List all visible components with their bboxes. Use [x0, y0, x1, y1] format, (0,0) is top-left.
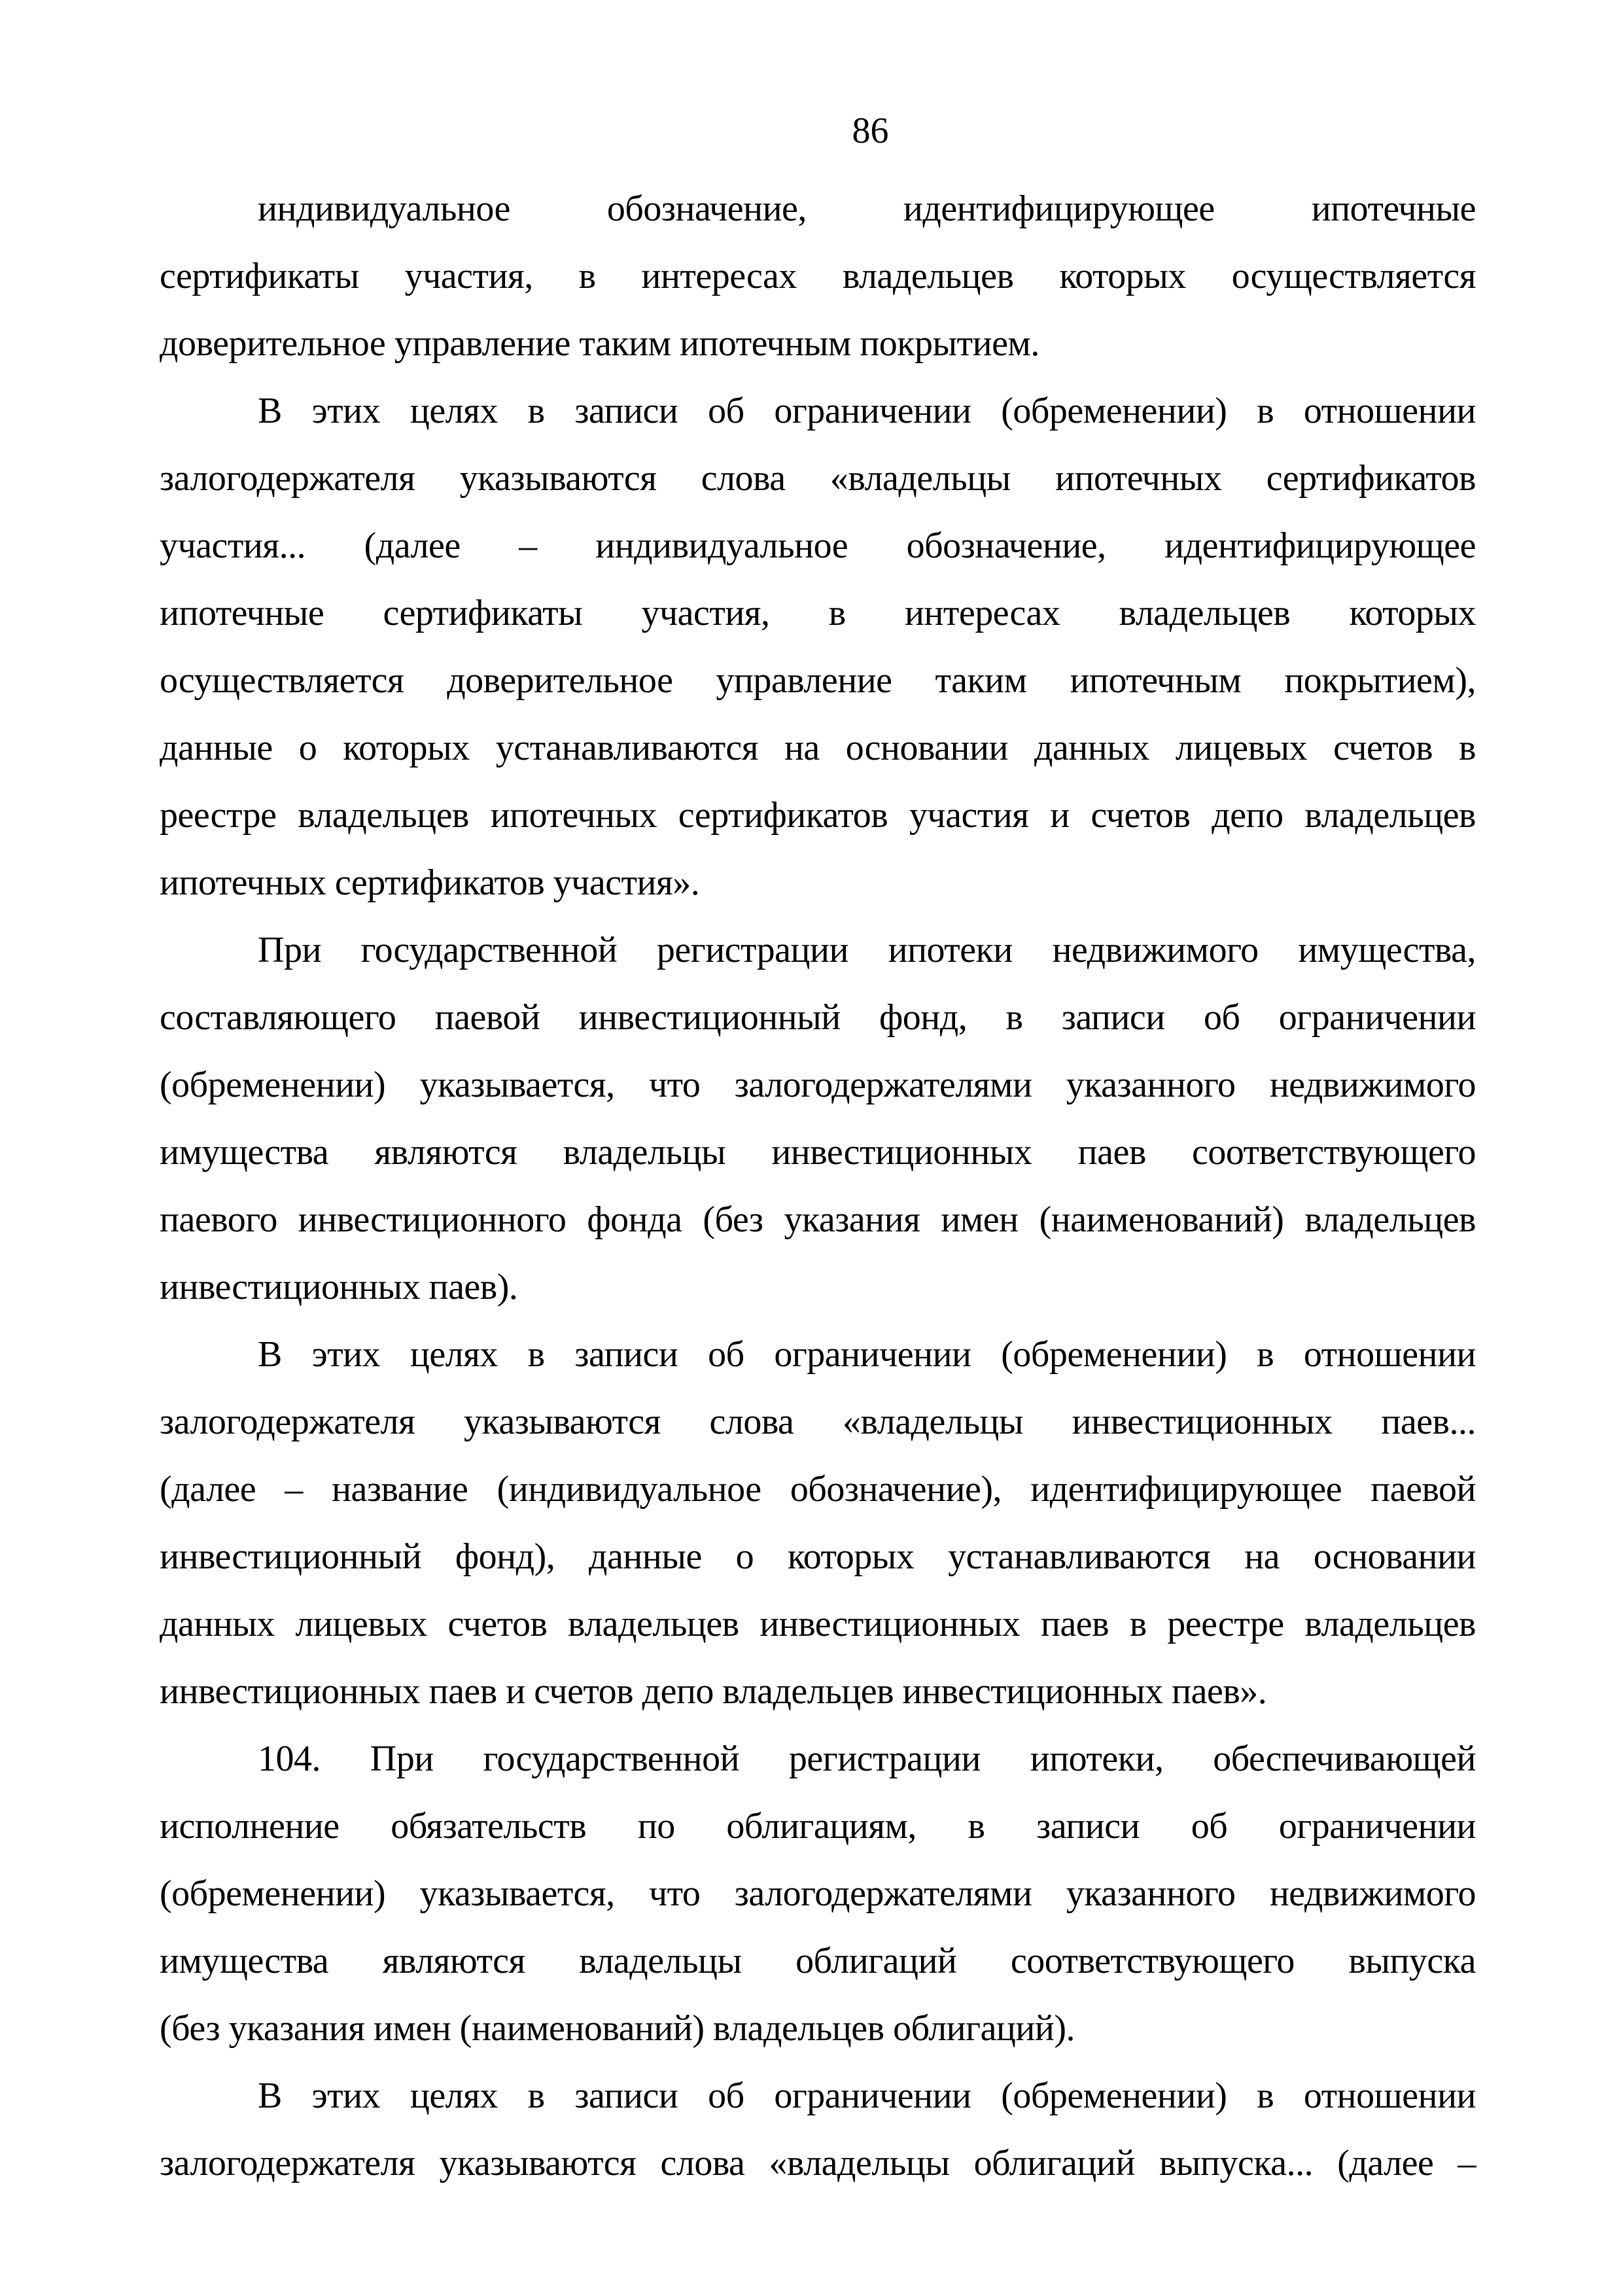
text-line: исполнение обязательств по облигациям, в записи об ограничении [160, 1806, 1476, 1846]
text-line: ипотечные сертификаты участия, в интересах владельцев которых [160, 593, 1476, 633]
text-line: (без указания имен (наименований) владельцев облигаций). [160, 2008, 1075, 2049]
text-line: В этих целях в записи об ограничении (обременении) в отношении [258, 2075, 1476, 2116]
text-line: составляющего паевой инвестиционный фонд, в записи об ограничении [160, 997, 1476, 1038]
text-line: инвестиционных паев). [160, 1267, 518, 1307]
paragraph-mutual-fund-record [160, 1321, 1476, 1725]
text-line: инвестиционный фонд), данные о которых устанавливаются на основании [160, 1536, 1476, 1577]
text-line: имущества являются владельцы облигаций соответствующего выпуска [160, 1941, 1476, 1981]
text-line: индивидуальное обозначение, идентифицирующее ипотечные [258, 188, 1476, 229]
text-line: данных лицевых счетов владельцев инвестиционных паев в реестре владельцев [160, 1604, 1476, 1644]
paragraph-continuation [160, 175, 1476, 378]
paragraph-bonds-record [160, 2062, 1476, 2197]
text-line: имущества являются владельцы инвестиционных паев соответствующего [160, 1132, 1476, 1173]
text-line: сертификаты участия, в интересах владельцев которых осуществляется [160, 256, 1476, 296]
paragraph-item-104 [160, 1725, 1476, 2062]
text-line: участия... (далее – индивидуальное обозначение, идентифицирующее [160, 525, 1476, 566]
text-line: залогодержателя указываются слова «владельцы инвестиционных паев... [160, 1402, 1476, 1442]
text-line: инвестиционных паев и счетов депо владельцев инвестиционных паев». [160, 1671, 1267, 1712]
text-line: ипотечных сертификатов участия». [160, 862, 700, 903]
paragraph-mutual-fund-registration [160, 917, 1476, 1321]
text-line: осуществляется доверительное управление таким ипотечным покрытием), [160, 660, 1476, 701]
text-line: реестре владельцев ипотечных сертификатов участия и счетов депо владельцев [160, 795, 1476, 836]
text-line: 104. При государственной регистрации ипотеки, обеспечивающей [258, 1739, 1476, 1779]
text-line: данные о которых устанавливаются на основании данных лицевых счетов в [160, 728, 1476, 768]
text-line: (обременении) указывается, что залогодержателями указанного недвижимого [160, 1065, 1476, 1105]
text-line: В этих целях в записи об ограничении (обременении) в отношении [258, 391, 1476, 431]
document-body [160, 175, 1476, 2197]
text-line: В этих целях в записи об ограничении (обременении) в отношении [258, 1334, 1476, 1375]
text-line: (далее – название (индивидуальное обозначение), идентифицирующее паевой [160, 1469, 1476, 1510]
paragraph-certificates-record [160, 378, 1476, 917]
page-number: 86 [852, 111, 889, 151]
text-line: залогодержателя указываются слова «владельцы облигаций выпуска... (далее – [160, 2143, 1476, 2183]
text-line: паевого инвестиционного фонда (без указания имен (наименований) владельцев [160, 1199, 1476, 1240]
text-line: (обременении) указывается, что залогодержателями указанного недвижимого [160, 1873, 1476, 1914]
text-line: При государственной регистрации ипотеки недвижимого имущества, [258, 930, 1476, 970]
text-line: залогодержателя указываются слова «владельцы ипотечных сертификатов [160, 458, 1476, 499]
text-line: доверительное управление таким ипотечным покрытием. [160, 323, 1039, 364]
